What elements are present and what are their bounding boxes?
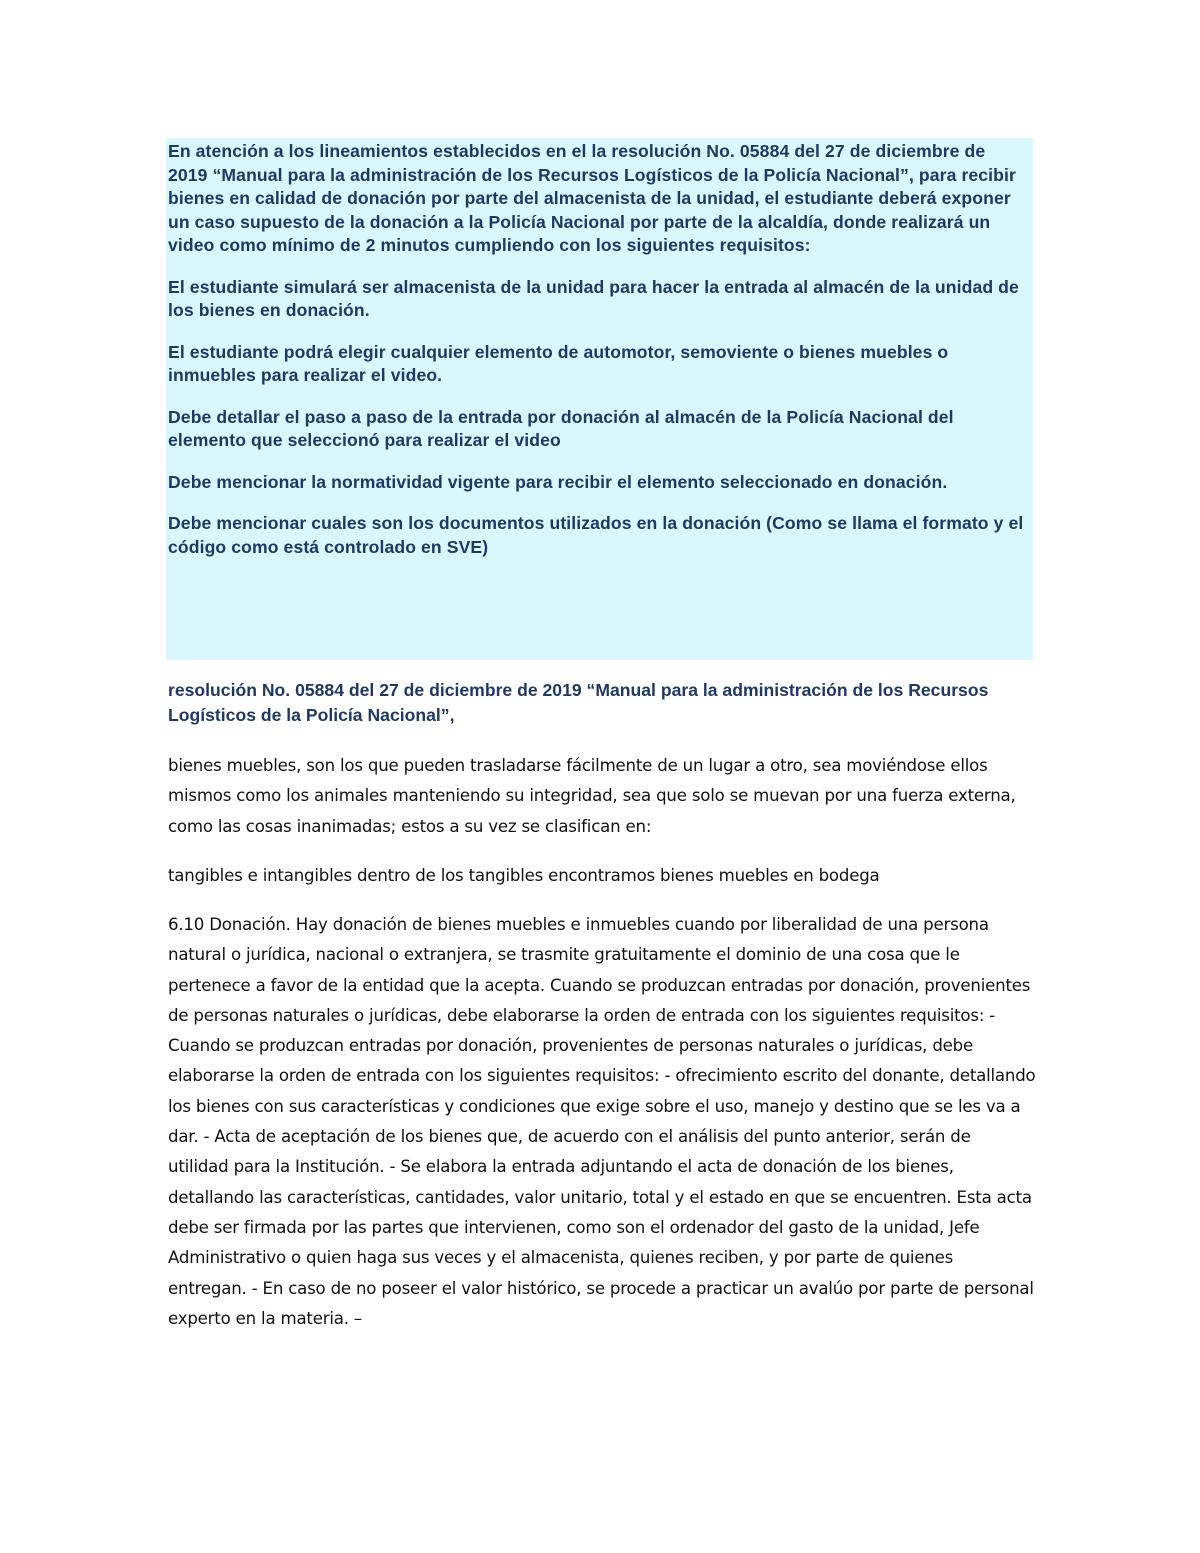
body-paragraph-bienes-muebles: bienes muebles, son los que pueden trasladarse fácilmente de un lugar a otro, sea moviéndose ellos mismos como los animales manteniendo su integridad, sea que solo se muevan por una fuerza externa, como las cosas inanimadas; estos a su vez se clasifican en: xyxy=(168,756,1016,836)
requirement-paragraph: El estudiante podrá elegir cualquier elemento de automotor, semoviente o bienes muebles o inmuebles para realizar el video. xyxy=(168,341,949,385)
requirement-paragraph: El estudiante simulará ser almacenista de la unidad para hacer la entrada al almacén de la unidad de los bienes en donación. xyxy=(168,276,1019,320)
requirement-paragraph: Debe detallar el paso a paso de la entrada por donación al almacén de la Policía Nacional del elemento que seleccionó para realizar el video xyxy=(168,406,954,450)
requirement-paragraph: Debe mencionar la normatividad vigente para recibir el elemento seleccionado en donación. xyxy=(168,471,948,492)
intro-paragraph: En atención a los lineamientos establecidos en el la resolución No. 05884 del 27 de diciembre de 2019 “Manual para la administración de los Recursos Logísticos de la Policía Nacional”, para recibir bienes en calidad de donación por parte del almacenista de la unidad, el estudiante deberá exponer un caso supuesto de la donación a la Policía Nacional por parte de la alcaldía, donde realizará un video como mínimo de 2 minutos cumpliendo con los siguientes requisitos: xyxy=(168,141,1016,255)
highlighted-requirements-block xyxy=(166,138,1033,660)
body-paragraph-donacion: 6.10 Donación. Hay donación de bienes muebles e inmuebles cuando por liberalidad de una persona natural o jurídica, nacional o extranjera, se trasmite gratuitamente el dominio de una cosa que le pertenece a favor de la entidad que la acepta. Cuando se produzcan entradas por donación, provenientes de personas naturales o jurídicas, debe elaborarse la orden de entrada con los siguientes requisitos: - Cuando se produzcan entradas por donación, provenientes de personas naturales o jurídicas, debe elaborarse la orden de entrada con los siguientes requisitos: - ofrecimiento escrito del donante, detallando los bienes con sus características y condiciones que exige sobre el uso, manejo y destino que se les va a dar. - Acta de aceptación de los bienes que, de acuerdo con el análisis del punto anterior, serán de utilidad para la Institución. - Se elabora la entrada adjuntando el acta de donación de los bienes, detallando las características, cantidades, valor unitario, total y el estado en que se encuentren. Esta acta debe ser firmada por las partes que intervienen, como son el ordenador del gasto de la unidad, Jefe Administrativo o quien haga sus veces y el almacenista, quienes reciben, y por parte de quienes entregan. - En caso de no poseer el valor histórico, se procede a practicar un avalúo por parte de personal experto en la materia. – xyxy=(168,915,1036,1328)
resolution-heading: resolución No. 05884 del 27 de diciembre de 2019 “Manual para la administración de los Recursos Logísticos de la Policía Nacional”, xyxy=(168,680,989,725)
body-paragraph-tangibles: tangibles e intangibles dentro de los tangibles encontramos bienes muebles en bodega xyxy=(168,866,880,885)
requirement-paragraph: Debe mencionar cuales son los documentos utilizados en la donación (Como se llama el formato y el código como está controlado en SVE) xyxy=(168,513,1024,557)
